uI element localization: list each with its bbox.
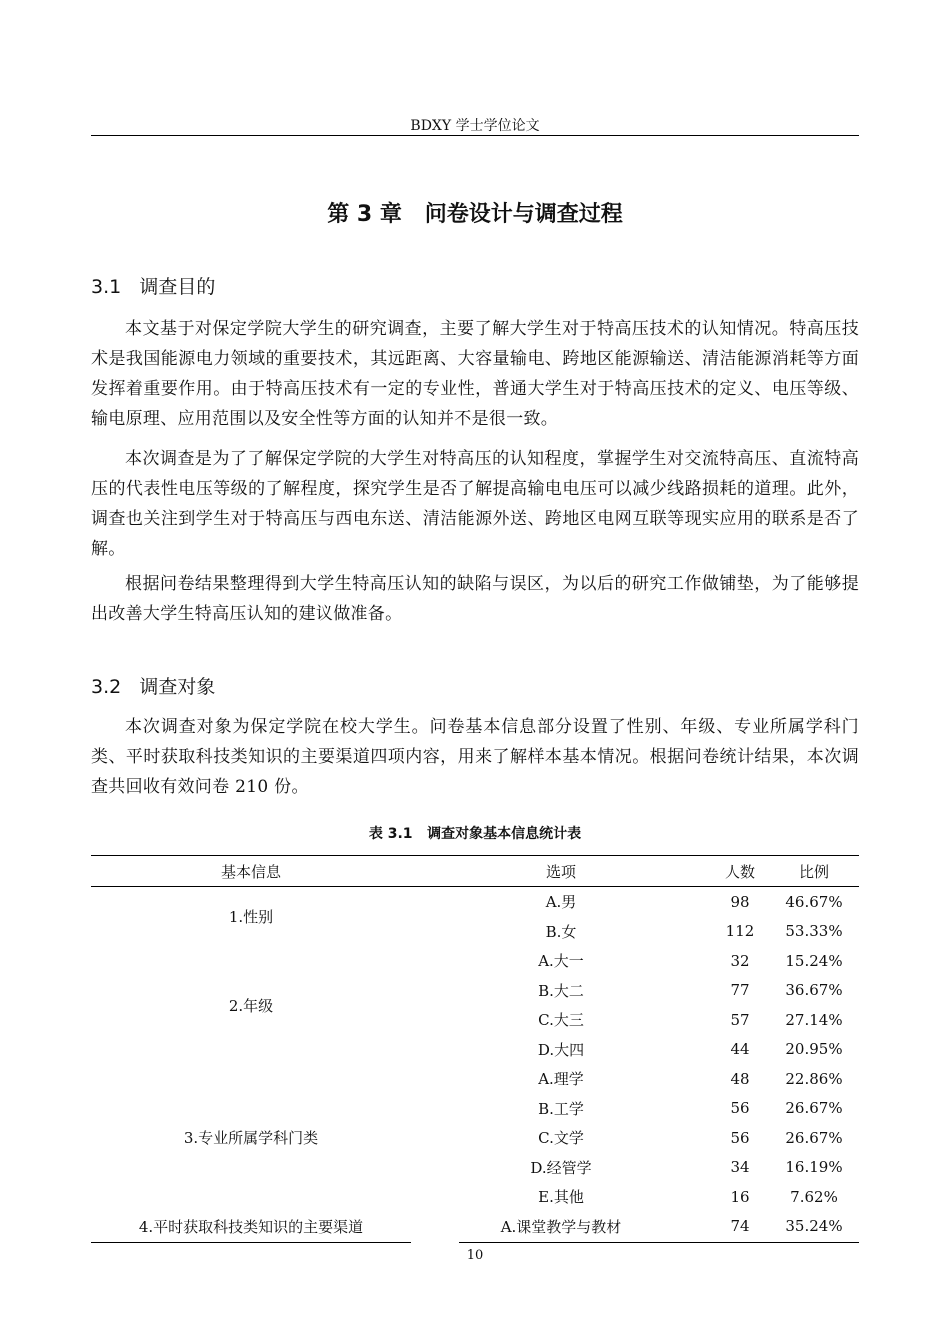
count-cell: 34 — [730, 1158, 750, 1177]
section-heading-3-1: 3.1 调查目的 — [91, 276, 216, 298]
percent-cell: 46.67% — [785, 892, 843, 911]
count-cell: 48 — [730, 1069, 750, 1088]
column-header: 人数 — [711, 856, 769, 887]
option-cell: D.经管学 — [530, 1158, 592, 1177]
option-cell: A.课堂教学与教材 — [500, 1217, 622, 1236]
table-bottom-rule-right — [459, 1242, 859, 1243]
option-cell: C.文学 — [538, 1129, 584, 1148]
table-caption: 表 3.1 调查对象基本信息统计表 — [368, 826, 582, 842]
percent-cell: 7.62% — [790, 1187, 838, 1206]
count-cell: 16 — [730, 1187, 750, 1206]
paragraph: 本次调查是为了了解保定学院的大学生对特高压的认知程度，掌握学生对交流特高压、直流特高压的代表性电压等级的了解程度，探究学生是否了解提高输电电压可以减少线路损耗的道理。此外，调查也关注到学生对于特高压与西电东送、清洁能源外送、跨地区电网互联等现实应用的联系是否了解。 — [91, 449, 859, 559]
option-cell: E.其他 — [538, 1188, 584, 1207]
option-cell: C.大三 — [538, 1011, 584, 1030]
column-header: 基本信息 — [91, 856, 411, 887]
paragraph: 本次调查对象为保定学院在校大学生。问卷基本信息部分设置了性别、年级、专业所属学科门类、平时获取科技类知识的主要渠道四项内容，用来了解样本基本情况。根据问卷统计结果，本次调查共回收有效问卷 210 份。 — [91, 717, 859, 797]
percent-cell: 22.86% — [785, 1069, 843, 1088]
count-cell: 112 — [725, 922, 755, 941]
chapter-title: 第 3 章 问卷设计与调查过程 — [327, 202, 623, 227]
table-row — [91, 1064, 859, 1094]
count-cell: 77 — [730, 981, 750, 1000]
option-cell: A.理学 — [538, 1070, 584, 1089]
column-header: 比例 — [769, 856, 859, 887]
table-row — [91, 887, 859, 917]
percent-cell: 26.67% — [785, 1128, 843, 1147]
paragraph: 本文基于对保定学院大学生的研究调查，主要了解大学生对于特高压技术的认知情况。特高压技术是我国能源电力领域的重要技术，其远距离、大容量输电、跨地区能源输送、清洁能源消耗等方面发挥着重要作用。由于特高压技术有一定的专业性，普通大学生对于特高压技术的定义、电压等级、输电原理、应用范围以及安全性等方面的认知并不是很一致。 — [91, 319, 859, 429]
table-row — [91, 1212, 859, 1242]
count-cell: 56 — [730, 1128, 750, 1147]
option-cell: A.大一 — [538, 952, 584, 971]
paragraph: 根据问卷结果整理得到大学生特高压认知的缺陷与误区，为以后的研究工作做铺垫，为了能够提出改善大学生特高压认知的建议做准备。 — [91, 574, 859, 624]
table-header-row — [91, 856, 859, 887]
count-cell: 98 — [730, 892, 750, 911]
count-cell: 57 — [730, 1010, 750, 1029]
percent-cell: 27.14% — [785, 1010, 843, 1029]
percent-cell: 35.24% — [785, 1217, 843, 1236]
column-header: 选项 — [411, 856, 711, 887]
percent-cell: 16.19% — [785, 1158, 843, 1177]
percent-cell: 20.95% — [785, 1040, 843, 1059]
count-cell: 56 — [730, 1099, 750, 1118]
running-header: BDXY 学士学位论文 — [91, 117, 859, 136]
option-cell: B.大二 — [538, 981, 584, 1000]
percent-cell: 53.33% — [785, 922, 843, 941]
count-cell: 74 — [730, 1217, 750, 1236]
count-cell: 44 — [730, 1040, 750, 1059]
group-label: 4.平时获取科技类知识的主要渠道 — [138, 1217, 364, 1236]
percent-cell: 15.24% — [785, 951, 843, 970]
percent-cell: 26.67% — [785, 1099, 843, 1118]
group-label: 2.年级 — [228, 996, 274, 1015]
group-label: 1.性别 — [228, 908, 274, 926]
table-row — [91, 946, 859, 976]
option-cell: B.工学 — [538, 1099, 584, 1118]
percent-cell: 36.67% — [785, 981, 843, 1000]
count-cell: 32 — [730, 951, 750, 970]
group-label: 3.专业所属学科门类 — [183, 1129, 319, 1148]
page-number: 10 — [466, 1248, 484, 1263]
stats-table — [91, 855, 859, 1241]
option-cell: B.女 — [545, 922, 577, 941]
section-heading-3-2: 3.2 调查对象 — [91, 676, 216, 698]
table-bottom-rule-left — [91, 1242, 411, 1243]
option-cell: D.大四 — [537, 1040, 585, 1059]
option-cell: A.男 — [545, 893, 577, 912]
